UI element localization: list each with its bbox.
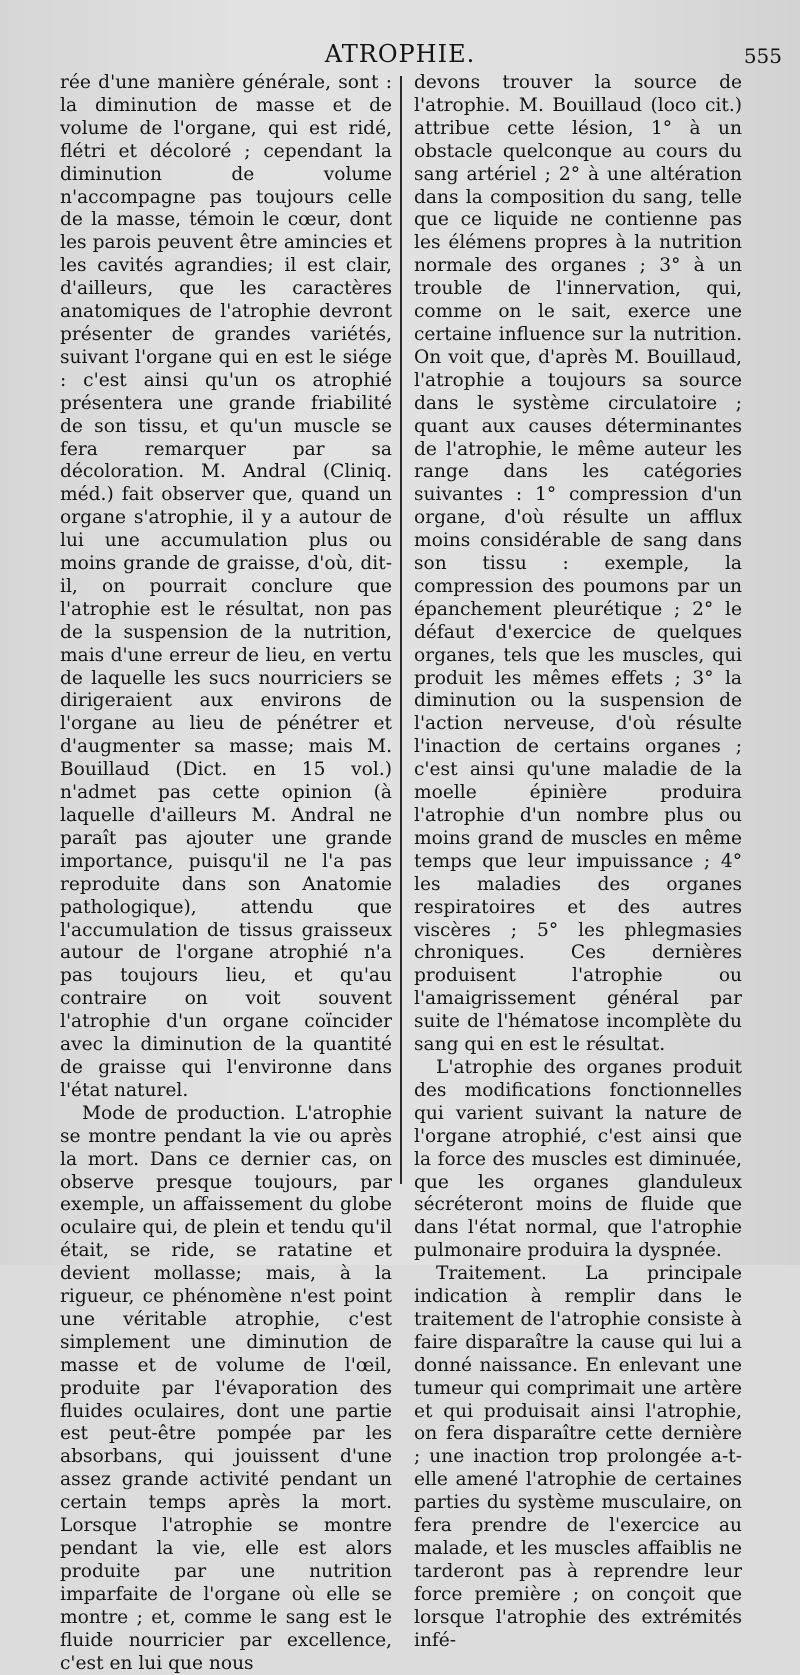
left-column [60,72,392,1675]
page-title: ATROPHIE. [324,40,476,68]
paragraph: Traitement. La principale indication à remplir dans le traitement de l'atrophie consiste à faire disparaître la cause qui lui a donné naissance. En enlevant une tumeur qui comprimait une artère et qui produisait ainsi l'atrophie, on fera disparaître cette dernière ; une inaction trop prolongée a-t-elle amené l'atrophie de certaines parties du système musculaire, on fera prendre de l'exercice au malade, et les muscles affaiblis ne tarderont pas à reprendre leur force première ; on conçoit que lorsque l'atrophie des extrémités infé- [414,1263,742,1651]
paragraph: Mode de production. L'atrophie se montre pendant la vie ou après la mort. Dans ce dernier cas, on observe presque toujours, par exemple, un affaissement du globe oculaire qui, de plein et tendu qu'il était, se ride, se ratatine et devient mollasse; mais, à la rigueur, ce phénomène n'est point une véritable atrophie, c'est simplement une diminution de masse et de volume de l'œil, produite par l'évaporation des fluides oculaires, dont une partie est peut-être pompée par les absorbans, qui jouissent d'une assez grande activité pendant un certain temps après la mort. Lorsque l'atrophie se montre pendant la vie, elle est alors produite par une nutrition imparfaite de l'organe où elle se montre ; et, comme le sang est le fluide nourricier par excellence, c'est en lui que nous [60,1102,392,1674]
column-divider [400,76,402,1184]
page-number: 555 [743,44,782,68]
paragraph: L'atrophie des organes produit des modifications fonctionnelles qui varient suivant la nature de l'organe atrophié, c'est ainsi que la force des muscles est diminuée, que les organes glanduleux sécréteront moins de fluide que dans l'état normal, que l'atrophie pulmonaire produira la dyspnée. [414,1056,742,1262]
right-column [414,72,742,1653]
paragraph: devons trouver la source de l'atrophie. M. Bouillaud (loco cit.) attribue cette lésion, 1° à un obstacle quelconque au cours du sang artériel ; 2° à une altération dans la composition du sang, telle que ce liquide ne contienne pas les élémens propres à la nutrition normale des organes ; 3° à un trouble de l'innervation, qui, comme on le sait, exerce une certaine influence sur la nutrition. On voit que, d'après M. Bouillaud, l'atrophie a toujours sa source dans le système circulatoire ; quant aux causes déterminantes de l'atrophie, le même auteur les range dans les catégories suivantes : 1° compression d'un organe, d'où résulte un afflux moins considérable de sang dans son tissu : exemple, la compression des poumons par un épanchement pleurétique ; 2° le défaut d'exercice de quelques organes, tels que les muscles, qui produit les mêmes effets ; 3° la diminution ou la suspension de l'action nerveuse, d'où résulte l'inaction de certains organes ; c'est ainsi qu'une maladie de la moelle épinière produira l'atrophie d'un nombre plus ou moins grand de muscles en même temps que leur impuissance ; 4° les maladies des organes respiratoires et des autres viscères ; 5° les phlegmasies chroniques. Ces dernières produisent l'atrophie ou l'amaigrissement général par suite de l'hématose incomplète du sang qui en est le résultat. [414,72,742,1056]
paragraph: rée d'une manière générale, sont : la diminution de masse et de volume de l'organe, qui est ridé, flétri et décoloré ; cependant la diminution de volume n'accompagne pas toujours celle de la masse, témoin le cœur, dont les parois peuvent être amincies et les cavités agrandies; il est clair, d'ailleurs, que les caractères anatomiques de l'atrophie devront présenter de grandes variétés, suivant l'organe qui en est le siége : c'est ainsi qu'un os atrophié présentera une grande friabilité de son tissu, et qu'un muscle se fera remarquer par sa décoloration. M. Andral (Cliniq. méd.) fait observer que, quand un organe s'atrophie, il y a autour de lui une accumulation plus ou moins grande de graisse, d'où, dit-il, on pourrait conclure que l'atrophie est le résultat, non pas de la suspension de la nutrition, mais d'une erreur de lieu, en vertu de laquelle les sucs nourriciers se dirigeraient aux environs de l'organe au lieu de pénétrer et d'augmenter sa masse; mais M. Bouillaud (Dict. en 15 vol.) n'admet pas cette opinion (à laquelle d'ailleurs M. Andral ne paraît pas ajouter une grande importance, puisqu'il ne l'a pas reproduite dans son Anatomie pathologique), attendu que l'accumulation de tissus graisseux autour de l'organe atrophié n'a pas toujours lieu, et qu'au contraire on voit souvent l'atrophie d'un organe coïncider avec la diminution de la quantité de graisse qui l'environne dans l'état naturel. [60,72,392,1101]
running-head [0,38,800,74]
